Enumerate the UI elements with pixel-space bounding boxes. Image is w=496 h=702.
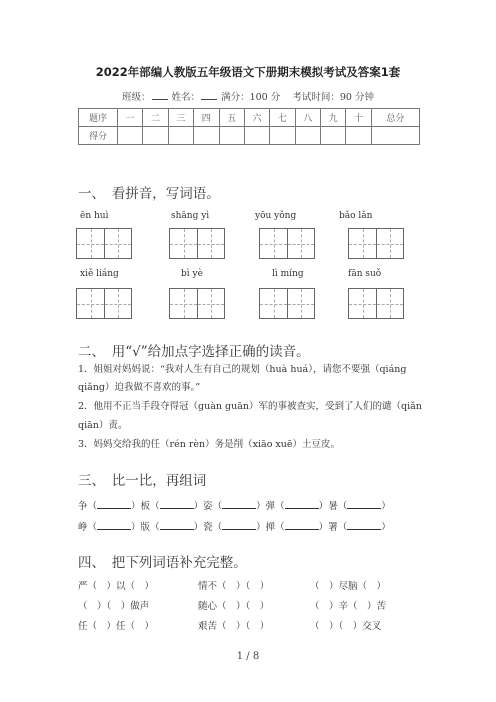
score-cell[interactable]: [346, 127, 371, 145]
page-number: 1 / 8: [236, 651, 260, 662]
answer-blank[interactable]: [285, 520, 319, 530]
score-cell[interactable]: [270, 127, 295, 145]
char: 弹: [265, 501, 276, 512]
compare-row-1: 争（ ）板（ ）姿（ ）弹（ ）暑（ ）: [78, 501, 391, 512]
exam-info: [122, 89, 374, 103]
idiom[interactable]: 严（ ）以（ ）: [78, 581, 155, 592]
score-table: [78, 108, 420, 145]
writing-grid[interactable]: [76, 228, 132, 259]
char: 版: [140, 522, 151, 533]
writing-grid[interactable]: [169, 228, 225, 259]
answer-blank[interactable]: [222, 520, 256, 530]
question-line: qiǎng）迫我做不喜欢的事。”: [78, 382, 201, 393]
answer-blank[interactable]: [347, 499, 381, 509]
score-cell[interactable]: [244, 127, 269, 145]
writing-grid[interactable]: [348, 228, 404, 259]
pinyin-label: bǎo lǎn: [339, 211, 373, 221]
writing-grid[interactable]: [259, 228, 315, 259]
score-cell[interactable]: [143, 127, 168, 145]
name-label: 姓名：: [171, 92, 201, 103]
score-header-cell: 七: [270, 109, 295, 127]
idiom[interactable]: 情不（ ）（ ）: [198, 581, 270, 592]
pinyin-label: lì míng: [272, 269, 304, 279]
score-row: [79, 127, 420, 145]
question-line: 3．妈妈交给我的任（rén rèn）务是削（xiāo xuē）土豆皮。: [78, 439, 341, 450]
idiom[interactable]: （ ）尽脑（ ）: [310, 581, 387, 592]
score-header-row: [79, 109, 420, 127]
answer-blank[interactable]: [285, 499, 319, 509]
page-title: 2022年部编人教版五年级语文下册期末模拟考试及答案1套: [95, 65, 401, 79]
question-line: qiān）责。: [78, 420, 128, 431]
idiom[interactable]: 艰苦（ ）（ ）: [198, 621, 270, 632]
section-2-heading: 二、 用“√”给加点字选择正确的读音。: [78, 344, 310, 360]
score-row-label: 得分: [79, 127, 118, 145]
idiom[interactable]: （ ）辛（ ）苦: [310, 601, 387, 612]
score-header-cell: 四: [194, 109, 219, 127]
question-line: 1．姐姐对妈妈说：“我对人生有自己的规划（huà huá），请您不要强（qiáng: [78, 364, 407, 375]
score-cell[interactable]: [118, 127, 143, 145]
score-header-cell: 五: [219, 109, 244, 127]
score-cell[interactable]: [371, 127, 419, 145]
idiom[interactable]: （ ）（ ）交叉: [310, 621, 382, 632]
score-header-cell: 三: [168, 109, 193, 127]
char: 暑: [328, 501, 338, 512]
pinyin-label: fān suǒ: [348, 269, 382, 279]
pinyin-label: bì yè: [181, 269, 203, 279]
writing-grid[interactable]: [76, 288, 132, 319]
char: 峥: [78, 522, 88, 533]
score-header-cell: 八: [295, 109, 320, 127]
char: 署: [328, 522, 338, 533]
pinyin-label: yōu yǒng: [255, 211, 297, 221]
section-1-heading: 一、 看拼音，写词语。: [78, 186, 220, 202]
answer-blank[interactable]: [97, 499, 131, 509]
score-cell[interactable]: [219, 127, 244, 145]
section-3-heading: 三、 比一比，再组词: [78, 473, 207, 489]
writing-grid[interactable]: [259, 288, 315, 319]
exam-time: 考试时间：90 分钟: [292, 92, 374, 103]
score-header-cell: 九: [321, 109, 346, 127]
full-score: 满分：100 分: [221, 92, 281, 103]
name-blank[interactable]: [201, 90, 217, 100]
question-line: 2．他用不正当手段夺得冠（guàn guān）军的事被查实，受到了人们的谴（qiǎn: [78, 401, 422, 412]
writing-grid[interactable]: [169, 288, 225, 319]
score-header-cell: 六: [244, 109, 269, 127]
score-header-cell: 题序: [79, 109, 118, 127]
answer-blank[interactable]: [160, 499, 194, 509]
pinyin-label: xiě liáng: [80, 269, 119, 279]
idiom[interactable]: 任（ ）任（ ）: [78, 621, 155, 632]
score-cell[interactable]: [194, 127, 219, 145]
class-label: 班级：: [122, 92, 151, 103]
answer-blank[interactable]: [222, 499, 256, 509]
class-blank[interactable]: [152, 90, 168, 100]
pinyin-label: ēn huì: [80, 211, 109, 221]
answer-blank[interactable]: [160, 520, 194, 530]
char: 瓷: [203, 522, 213, 533]
score-cell[interactable]: [168, 127, 193, 145]
char: 板: [140, 501, 151, 512]
char: 姿: [203, 501, 213, 512]
idiom[interactable]: （ ）（ ）做声: [78, 601, 150, 612]
score-header-cell: 一: [118, 109, 143, 127]
char: 掸: [265, 522, 276, 533]
writing-grid[interactable]: [348, 288, 404, 319]
score-cell[interactable]: [295, 127, 320, 145]
char: 争: [78, 501, 88, 512]
pinyin-label: shāng yì: [171, 211, 210, 221]
section-4-heading: 四、 把下列词语补充完整。: [78, 555, 247, 571]
score-header-cell: 总分: [371, 109, 419, 127]
idiom[interactable]: 随心（ ）（ ）: [198, 601, 270, 612]
answer-blank[interactable]: [347, 520, 381, 530]
compare-row-2: 峥（ ）版（ ）瓷（ ）掸（ ）署（ ）: [78, 522, 391, 533]
answer-blank[interactable]: [97, 520, 131, 530]
score-cell[interactable]: [321, 127, 346, 145]
score-header-cell: 二: [143, 109, 168, 127]
score-header-cell: 十: [346, 109, 371, 127]
